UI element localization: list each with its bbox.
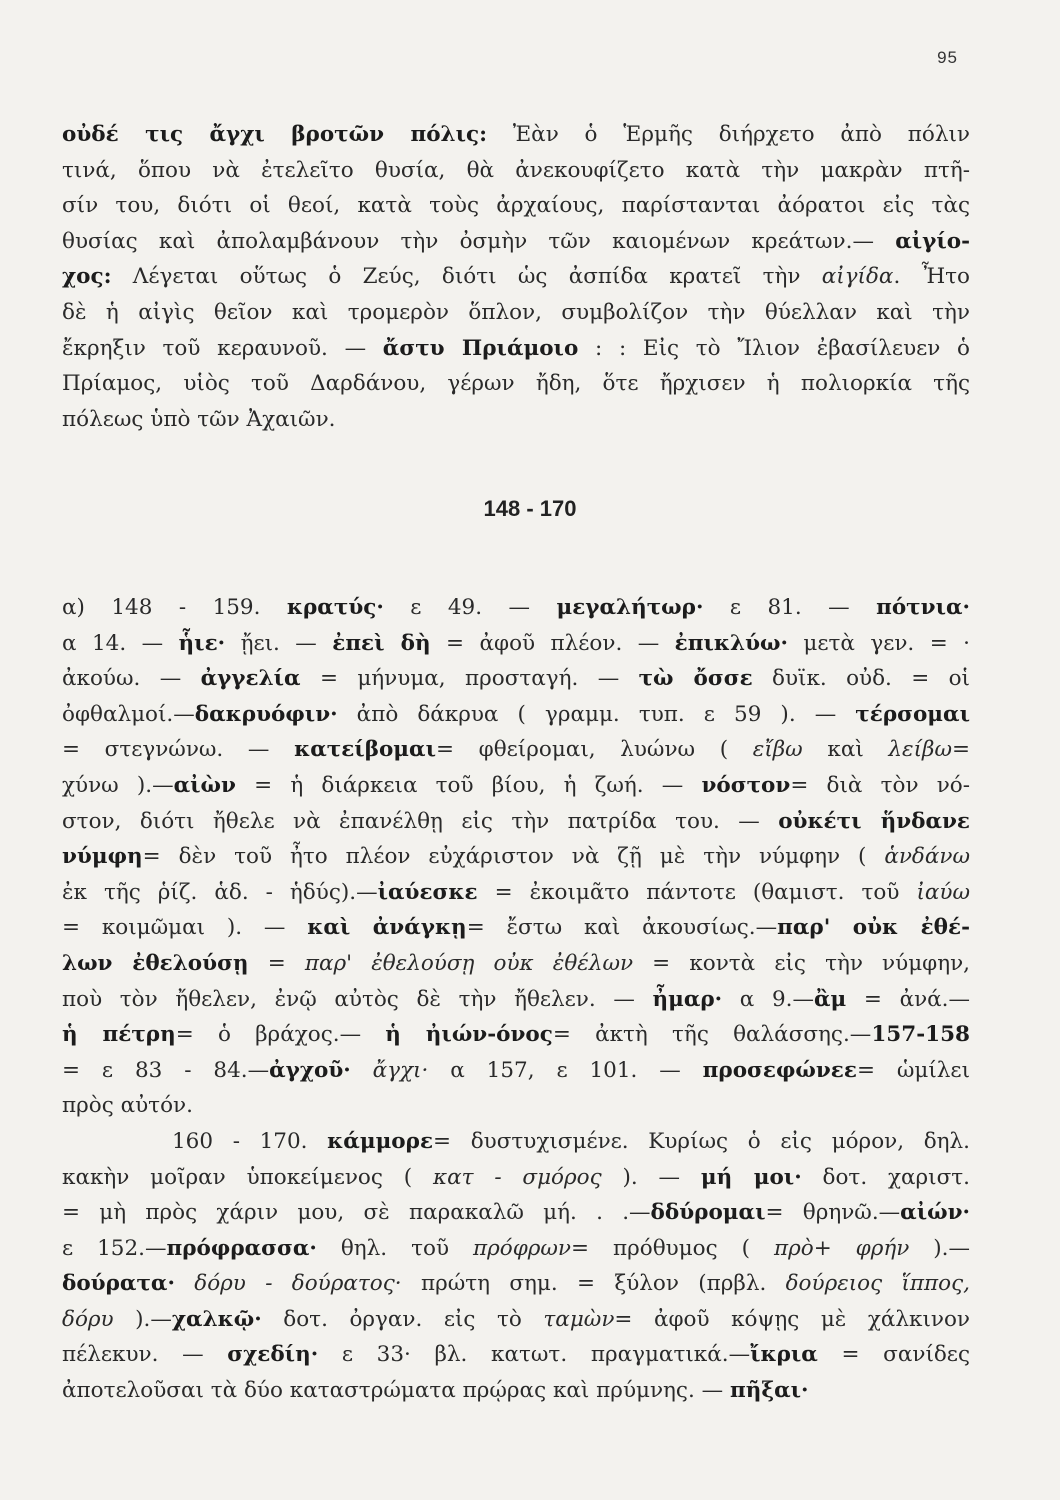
text-line [62, 732, 970, 768]
text-span: στον, διότι ἤθελε νὰ ἐπανέλθῃ εἰς τὴν πατρίδα του. — [62, 808, 779, 834]
text-span: ε 33· βλ. κατωτ. πραγματικά.— [318, 1342, 751, 1368]
text-span: ε 152.— [62, 1235, 167, 1261]
text-line [62, 839, 970, 875]
text-span: δυϊκ. οὐδ. = οἱ [752, 666, 970, 692]
text-span: θυσίας καὶ ἀπολαμβάνουν τὴν ὀσμὴν τῶν καιομένων κρεάτων.— [62, 228, 896, 254]
lemma-term: κάμμορε [327, 1128, 434, 1154]
text-line [62, 946, 970, 982]
text-span: πέλεκυν. — [62, 1342, 228, 1368]
lemma-term: δούρατα· [62, 1271, 175, 1297]
italic-phrase: κατ - σμόρος [432, 1164, 602, 1190]
italic-phrase: παρ' ἐθελούσῃ οὐκ ἐθέλων [304, 950, 634, 976]
text-span: = θρηνῶ.— [765, 1200, 901, 1226]
text-span: = [951, 737, 970, 763]
italic-phrase: δούρειος ἵππος, [785, 1271, 970, 1297]
text-span: ποὺ τὸν ἤθελεν, ἐνῷ αὐτὸς δὲ τὴν ἤθελεν. — [62, 986, 653, 1012]
lemma-term: τὼ ὄσσε [638, 666, 753, 692]
lemma-term: δδύρομαι [650, 1200, 766, 1226]
lemma-term: μεγαλήτωρ· [556, 595, 704, 620]
commentary-top-paragraph [62, 117, 970, 437]
lemma-term: τέρσομαι [855, 701, 970, 727]
commentary-body [62, 590, 970, 1409]
text-span: α) 148 - 159. [62, 595, 287, 620]
lemma-term: αἰών· [900, 1200, 970, 1226]
text-line [62, 1124, 970, 1160]
text-line [62, 768, 970, 804]
italic-phrase: ἁνδάνω [884, 844, 970, 870]
page-number: 95 [937, 48, 958, 67]
text-line [62, 1088, 970, 1124]
lemma-term: ἰαύεσκε [377, 879, 478, 905]
text-line [62, 1373, 970, 1409]
text-span: ἀποτελοῦσαι τὰ δύο καταστρώματα πρῴρας καὶ πρύμνης. — [62, 1378, 730, 1404]
italic-phrase: πρόφρων [472, 1235, 571, 1261]
text-line [62, 188, 970, 224]
text-span [175, 1271, 194, 1296]
text-line [62, 875, 970, 911]
text-line [62, 224, 970, 260]
text-line [62, 697, 970, 733]
text-span: ἔκρηξιν τοῦ κεραυνοῦ. — [62, 335, 383, 361]
text-line [62, 804, 970, 840]
text-span: = ὁ βράχος.— [175, 1022, 386, 1048]
lemma-term: κρατύς· [286, 595, 384, 620]
text-span: : : Εἰς τὸ Ἴλιον ἐβασίλευεν ὁ [578, 335, 970, 361]
text-span: = ἔστω καὶ ἀκουσίως.— [466, 915, 778, 941]
text-span: ἐκ τῆς ῥίζ. ἁδ. - ἡδύς).— [62, 879, 378, 905]
text-line [62, 402, 970, 438]
italic-phrase: εἴβω [752, 737, 803, 763]
text-span [351, 1058, 373, 1083]
text-line [62, 661, 970, 697]
text-span: = πρόθυμος ( [571, 1235, 774, 1261]
text-span: Λέγεται οὕτως ὁ Ζεύς, διότι ὡς ἀσπίδα κρατεῖ τὴν [111, 264, 822, 290]
lemma-term: ἄστυ Πριάμοιο [382, 335, 579, 361]
italic-phrase: πρὸ+ φρήν [773, 1235, 910, 1261]
text-span: ). — [601, 1164, 701, 1190]
text-line [62, 590, 970, 626]
lemma-term: πότνια· [876, 595, 971, 620]
text-line [62, 1337, 970, 1373]
text-span: = ἀφοῦ κόψῃς μὲ χάλκινον [614, 1306, 971, 1332]
text-span: ἀκούω. — [62, 666, 201, 692]
text-span: χύνω ).— [62, 772, 174, 798]
text-line [62, 259, 970, 295]
text-span: = [248, 950, 305, 976]
text-span: = φθείρομαι, λυώνω ( [436, 737, 753, 763]
italic-phrase: ταμὼν [543, 1306, 615, 1332]
text-span: α 9.— [722, 986, 814, 1012]
text-line [62, 366, 970, 402]
text-line [62, 117, 970, 153]
text-span: = ἀφοῦ πλέον. — [430, 630, 675, 656]
text-span: α 157, ε 101. — [428, 1057, 703, 1083]
text-span: καὶ [802, 737, 889, 763]
text-span: θηλ. τοῦ [316, 1235, 473, 1261]
italic-phrase: δόρυ - δούρατος· [194, 1271, 402, 1297]
lemma-term: λων ἐθελούσῃ [62, 950, 249, 976]
text-span: ε 49. — [383, 595, 557, 620]
lemma-term: πρόφρασσα· [166, 1235, 317, 1261]
italic-phrase: αἰγίδα [821, 264, 894, 290]
text-line [62, 1053, 970, 1089]
text-span: = μήνυμα, προσταγή. — [300, 666, 639, 692]
text-span: ὀφθαλμοί.— [62, 701, 195, 727]
text-span: πόλεως ὑπὸ τῶν Ἀχαιῶν. [62, 406, 336, 432]
text-line [62, 626, 970, 662]
text-line [62, 1302, 970, 1338]
lemma-term: πῆξαι· [729, 1378, 809, 1404]
text-span: = ε 83 - 84.— [62, 1057, 270, 1083]
text-line [62, 331, 970, 367]
lemma-term: 157-158 [871, 1022, 970, 1048]
lemma-term: καὶ ἀνάγκῃ [307, 915, 467, 941]
lemma-term: αἰὼν [173, 772, 236, 798]
lemma-term: ἀγχοῦ· [269, 1057, 351, 1083]
lemma-term: ἴκρια [750, 1342, 818, 1368]
text-span: = διὰ τὸν νό- [790, 772, 970, 798]
lemma-term: ἂμ [813, 986, 847, 1012]
text-span: = κοιμῶμαι ). — [62, 915, 308, 941]
text-span: α 14. — [62, 630, 179, 656]
lemma-term: παρ' οὐκ ἐθέ- [777, 915, 970, 941]
text-span: δοτ. χαριστ. [801, 1164, 971, 1190]
section-heading: 148 - 170 [483, 496, 577, 521]
lemma-term: προσεφώνεε [702, 1057, 857, 1083]
text-span: Ἐὰν ὁ Ἑρμῆς διήρχετο ἀπὸ πόλιν [487, 122, 970, 147]
text-span: = μὴ πρὸς χάριν μου, σὲ παρακαλῶ μή. . .— [62, 1200, 651, 1226]
lemma-term: οὐκέτι ἥνδανε [778, 808, 970, 834]
text-span: . Ἦτο [893, 264, 971, 290]
text-span: = ἐκοιμᾶτο πάντοτε (θαμιστ. τοῦ [477, 879, 917, 905]
lemma-term: σχεδίη· [227, 1342, 319, 1368]
italic-phrase: δόρυ [62, 1306, 114, 1332]
text-span: δοτ. ὀργαν. εἰς τὸ [261, 1306, 544, 1332]
text-line [62, 295, 970, 331]
text-span: ).— [113, 1306, 172, 1332]
text-line [62, 1231, 970, 1267]
text-span: ).— [909, 1235, 971, 1261]
lemma-term: χαλκῷ· [171, 1306, 262, 1332]
lemma-term: ἡ πέτρη [62, 1022, 176, 1048]
text-span: ἀπὸ δάκρυα ( γραμμ. τυπ. ε 59 ). — [337, 701, 856, 727]
lemma-term: δακρυόφιν· [194, 701, 338, 727]
lemma-term: νόστον [701, 772, 791, 798]
text-span: = κοντὰ εἰς τὴν νύμφην, [633, 950, 971, 976]
lemma-term: ἡ ἠιών-όνος [385, 1022, 553, 1048]
lemma-term: οὐδέ τις ἄγχι βροτῶν πόλις: [62, 122, 488, 147]
lemma-term: ἐπεὶ δὴ [332, 630, 431, 656]
text-span: ε 81. — [703, 595, 877, 620]
text-span: = δυστυχισμένε. Κυρίως ὁ εἰς μόρον, δηλ. [433, 1128, 970, 1154]
text-span: = στεγνώνω. — [62, 737, 295, 763]
text-line [62, 153, 970, 189]
text-span: πρὸς αὐτόν. [62, 1093, 193, 1119]
text-span: δὲ ἡ αἰγὶς θεῖον καὶ τρομερὸν ὅπλον, συμβολίζον τὴν θύελλαν καὶ τὴν [62, 299, 970, 325]
italic-phrase: ἰαύω [916, 879, 970, 905]
text-span: πρώτη σημ. = ξύλον (πρβλ. [401, 1271, 786, 1297]
lemma-term: ἀγγελία [200, 666, 301, 692]
text-line [62, 1195, 970, 1231]
text-line [62, 910, 970, 946]
lemma-term: νύμφη [62, 844, 143, 870]
lemma-term: ἧιε· [178, 630, 226, 656]
text-span: ᾔει. — [225, 630, 333, 656]
text-line [62, 982, 970, 1018]
text-span: = ἀνά.— [846, 986, 971, 1012]
text-line [62, 1017, 970, 1053]
text-span: 160 - 170. [172, 1128, 328, 1154]
italic-phrase: ἄγχι· [372, 1057, 429, 1083]
lemma-term: αἰγίο- [895, 228, 970, 254]
lemma-term: χος: [62, 264, 112, 290]
text-span: = ὡμίλει [856, 1057, 971, 1083]
text-span: = σανίδες [817, 1342, 970, 1368]
italic-phrase: λείβω [888, 737, 952, 763]
lemma-term: κατείβομαι [294, 737, 436, 763]
lemma-term: ἦμαρ· [652, 986, 723, 1012]
text-span: = ἡ διάρκεια τοῦ βίου, ἡ ζωή. — [235, 772, 702, 798]
text-span: τινά, ὅπου νὰ ἐτελεῖτο θυσία, θὰ ἀνεκουφίζετο κατὰ τὴν μακρὰν πτῆ- [62, 157, 970, 183]
text-span: σίν του, διότι οἱ θεοί, κατὰ τοὺς ἀρχαίους, παρίστανται ἀόρατοι εἰς τὰς [62, 193, 970, 219]
text-span: = δὲν τοῦ ἦτο πλέον εὐχάριστον νὰ ζῇ μὲ τὴν νύμφην ( [142, 844, 885, 870]
lemma-term: μή μοι· [700, 1164, 802, 1190]
text-span: = ἀκτὴ τῆς θαλάσσης.— [552, 1022, 872, 1048]
text-line [62, 1266, 970, 1302]
text-span: μετὰ γεν. = · [787, 630, 970, 656]
text-span: κακὴν μοῖραν ὑποκείμενος ( [62, 1164, 433, 1190]
text-line [62, 1160, 970, 1196]
lemma-term: ἐπικλύω· [674, 630, 788, 656]
text-span: Πρίαμος, υἱὸς τοῦ Δαρδάνου, γέρων ἤδη, ὅτε ἤρχισεν ἡ πολιορκία τῆς [62, 371, 970, 397]
